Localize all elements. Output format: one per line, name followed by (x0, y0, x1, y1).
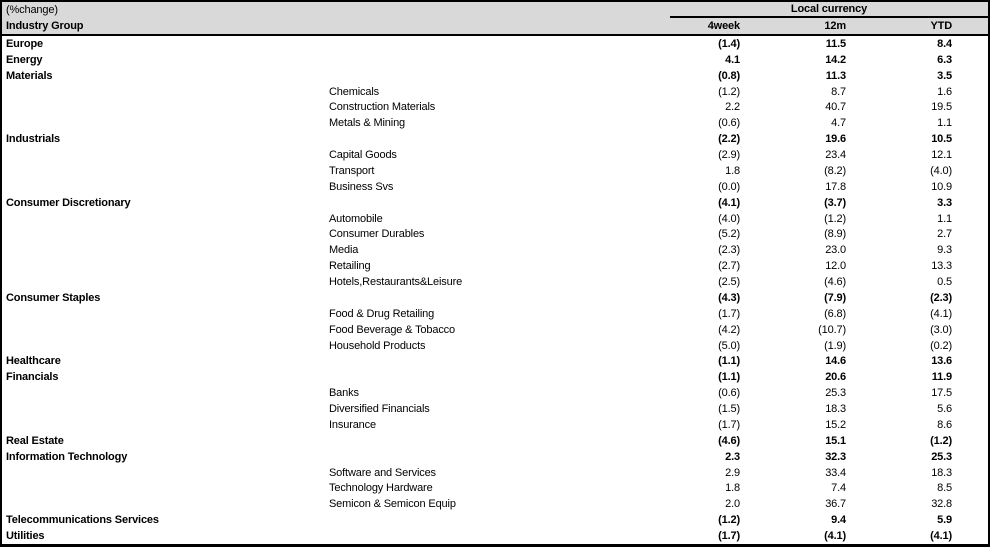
value-ytd: 13.6 (931, 355, 952, 368)
table-row (2, 512, 988, 528)
row-label: Banks (329, 387, 359, 400)
value-4week: (1.7) (718, 530, 740, 543)
value-12m: 18.3 (825, 403, 846, 416)
table-row (2, 417, 988, 433)
column-header-12m: 12m (824, 20, 846, 32)
table-row (2, 433, 988, 449)
table-row (2, 115, 988, 131)
row-label: Consumer Discretionary (6, 196, 131, 209)
table-row (2, 147, 988, 163)
value-ytd: 0.5 (937, 276, 952, 289)
value-4week: 2.2 (725, 101, 740, 114)
table-body (2, 36, 988, 544)
value-4week: (2.7) (718, 260, 740, 273)
value-4week: (2.3) (718, 244, 740, 257)
value-4week: (1.5) (718, 403, 740, 416)
table-row (2, 227, 988, 243)
value-12m: (3.7) (824, 196, 846, 209)
value-4week: (5.2) (718, 228, 740, 241)
row-label: Food Beverage & Tobacco (329, 323, 455, 336)
value-4week: (1.7) (718, 418, 740, 431)
table-row (2, 369, 988, 385)
value-12m: (8.2) (824, 164, 846, 177)
table-row (2, 163, 988, 179)
value-4week: (0.0) (718, 180, 740, 193)
row-label: Media (329, 244, 359, 257)
value-ytd: 18.3 (931, 466, 952, 479)
value-ytd: (4.0) (930, 164, 952, 177)
value-12m: 11.5 (825, 37, 846, 50)
value-4week: (2.9) (718, 149, 740, 162)
value-ytd: 17.5 (931, 387, 952, 400)
row-label: Diversified Financials (329, 403, 430, 416)
row-label: Energy (6, 53, 43, 66)
value-4week: (0.6) (718, 117, 740, 130)
value-4week: (1.4) (718, 37, 740, 50)
table-row (2, 338, 988, 354)
table-row (2, 84, 988, 100)
value-12m: 20.6 (825, 371, 846, 384)
value-12m: 23.0 (825, 244, 846, 257)
table-row (2, 385, 988, 401)
value-ytd: 8.6 (937, 418, 952, 431)
value-ytd: (3.0) (930, 323, 952, 336)
value-ytd: (4.1) (930, 307, 952, 320)
row-label: Automobile (329, 212, 383, 225)
row-label: Real Estate (6, 434, 64, 447)
row-label: Retailing (329, 260, 371, 273)
table-row (2, 481, 988, 497)
value-ytd: 10.9 (931, 180, 952, 193)
value-ytd: 1.1 (937, 212, 952, 225)
value-ytd: 13.3 (931, 260, 952, 273)
value-12m: 11.3 (825, 69, 846, 82)
value-12m: 15.2 (825, 418, 846, 431)
value-12m: 12.0 (825, 260, 846, 273)
row-label: Construction Materials (329, 101, 436, 114)
local-currency-group-header: Local currency (670, 2, 988, 18)
value-4week: (4.2) (718, 323, 740, 336)
value-12m: (7.9) (824, 291, 846, 304)
value-ytd: 3.5 (937, 69, 952, 82)
column-header-ytd: YTD (930, 20, 952, 32)
table-row (2, 322, 988, 338)
row-label: Materials (6, 69, 53, 82)
row-label: Consumer Staples (6, 291, 101, 304)
value-4week: (2.2) (718, 133, 740, 146)
row-label: Chemicals (329, 85, 379, 98)
table-row (2, 179, 988, 195)
value-ytd: 8.5 (937, 482, 952, 495)
row-label: Europe (6, 37, 43, 50)
table-row (2, 496, 988, 512)
row-label: Information Technology (6, 450, 128, 463)
percent-change-note: (%change) (6, 4, 58, 16)
row-label: Semicon & Semicon Equip (329, 498, 456, 511)
value-ytd: (4.1) (930, 530, 952, 543)
table-row (2, 52, 988, 68)
table-row (2, 465, 988, 481)
table-row (2, 68, 988, 84)
value-12m: 23.4 (825, 149, 846, 162)
table-row (2, 290, 988, 306)
row-label: Telecommunications Services (6, 514, 159, 527)
value-ytd: 1.1 (937, 117, 952, 130)
row-label: Household Products (329, 339, 426, 352)
table-row (2, 306, 988, 322)
value-4week: (1.1) (718, 355, 740, 368)
value-4week: (0.6) (718, 387, 740, 400)
value-ytd: 11.9 (931, 371, 952, 384)
table-row (2, 258, 988, 274)
value-ytd: 8.4 (937, 37, 952, 50)
table-row (2, 211, 988, 227)
value-ytd: 9.3 (937, 244, 952, 257)
table-row (2, 528, 988, 544)
value-12m: 17.8 (825, 180, 846, 193)
row-label: Healthcare (6, 355, 61, 368)
value-12m: 36.7 (825, 498, 846, 511)
value-12m: (6.8) (824, 307, 846, 320)
value-4week: (1.2) (718, 85, 740, 98)
value-4week: (1.1) (718, 371, 740, 384)
value-4week: (2.5) (718, 276, 740, 289)
row-label: Software and Services (329, 466, 436, 479)
value-ytd: 12.1 (931, 149, 952, 162)
value-12m: 25.3 (825, 387, 846, 400)
value-12m: (8.9) (824, 228, 846, 241)
row-label: Industrials (6, 133, 60, 146)
value-ytd: (2.3) (930, 291, 952, 304)
table-header (2, 2, 988, 34)
table-row (2, 354, 988, 370)
row-label: Technology Hardware (329, 482, 433, 495)
row-label: Capital Goods (329, 149, 397, 162)
value-4week: (4.1) (718, 196, 740, 209)
value-ytd: 5.6 (937, 403, 952, 416)
table-row (2, 131, 988, 147)
value-12m: (1.2) (824, 212, 846, 225)
value-ytd: 19.5 (931, 101, 952, 114)
value-4week: 2.3 (725, 450, 740, 463)
value-12m: 40.7 (825, 101, 846, 114)
value-12m: 9.4 (831, 514, 846, 527)
row-label: Insurance (329, 418, 376, 431)
value-4week: (1.7) (718, 307, 740, 320)
row-label: Consumer Durables (329, 228, 425, 241)
value-12m: 32.3 (825, 450, 846, 463)
value-12m: 4.7 (831, 117, 846, 130)
value-4week: 2.9 (725, 466, 740, 479)
value-12m: (4.1) (824, 530, 846, 543)
value-4week: (0.8) (718, 69, 740, 82)
value-ytd: (0.2) (930, 339, 952, 352)
industry-group-column-header: Industry Group (6, 20, 84, 32)
value-12m: 8.7 (831, 85, 846, 98)
value-ytd: (1.2) (930, 434, 952, 447)
value-12m: 19.6 (825, 133, 846, 146)
value-ytd: 25.3 (931, 450, 952, 463)
value-ytd: 10.5 (931, 133, 952, 146)
value-12m: 7.4 (831, 482, 846, 495)
table-row (2, 36, 988, 52)
table-row (2, 401, 988, 417)
value-ytd: 1.6 (937, 85, 952, 98)
value-12m: (4.6) (824, 276, 846, 289)
row-label: Metals & Mining (329, 117, 406, 130)
value-12m: 33.4 (825, 466, 846, 479)
value-4week: 4.1 (725, 53, 740, 66)
table-row (2, 242, 988, 258)
value-4week: 1.8 (725, 164, 740, 177)
value-12m: 14.2 (825, 53, 846, 66)
value-4week: 2.0 (725, 498, 740, 511)
value-ytd: 2.7 (937, 228, 952, 241)
value-4week: (4.0) (718, 212, 740, 225)
value-12m: (10.7) (818, 323, 846, 336)
value-4week: (4.3) (718, 291, 740, 304)
table-row (2, 100, 988, 116)
value-ytd: 32.8 (931, 498, 952, 511)
value-ytd: 3.3 (937, 196, 952, 209)
row-label: Financials (6, 371, 59, 384)
value-12m: 15.1 (825, 434, 846, 447)
value-4week: (5.0) (718, 339, 740, 352)
table-row (2, 449, 988, 465)
value-12m: (1.9) (824, 339, 846, 352)
value-4week: (1.2) (718, 514, 740, 527)
value-ytd: 6.3 (937, 53, 952, 66)
column-header-4week: 4week (707, 20, 740, 32)
row-label: Business Svs (329, 180, 394, 193)
row-label: Transport (329, 164, 375, 177)
value-12m: 14.6 (825, 355, 846, 368)
table-row (2, 195, 988, 211)
header-row-columns (2, 18, 988, 34)
row-label: Food & Drug Retailing (329, 307, 435, 320)
value-ytd: 5.9 (937, 514, 952, 527)
value-4week: (4.6) (718, 434, 740, 447)
row-label: Utilities (6, 530, 45, 543)
table-row (2, 274, 988, 290)
value-4week: 1.8 (725, 482, 740, 495)
row-label: Hotels,Restaurants&Leisure (329, 276, 463, 289)
header-row-top (2, 2, 988, 18)
